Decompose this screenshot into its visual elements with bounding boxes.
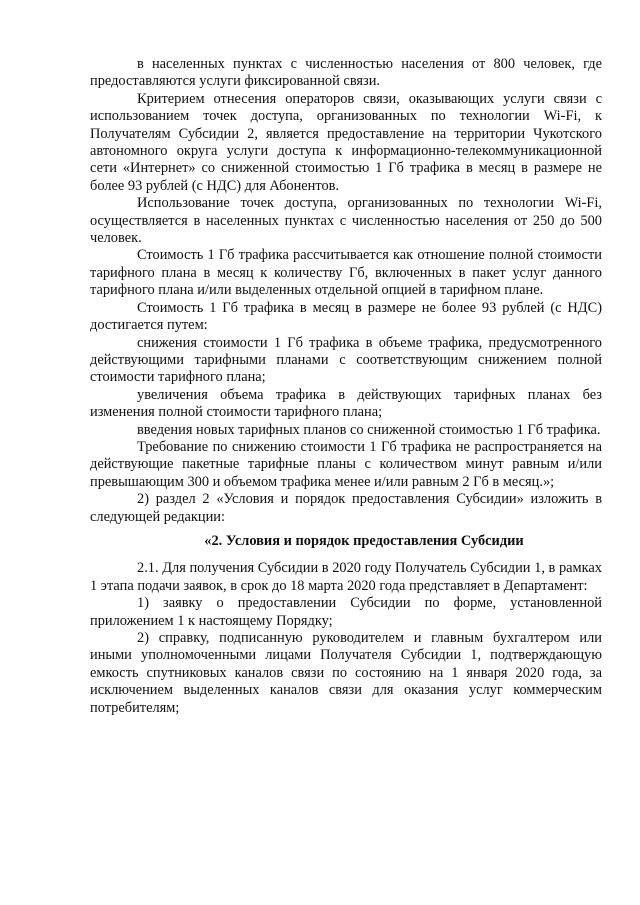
list-paragraph: 2) справку, подписанную руководителем и главным бухгалтером или иными уполномоченными лицами Получателя Субсидии 1, подтверждающую емкость спутниковых каналов связи по состоянию на 1 января 2020 года, за исключением выделенных каналов связи для оказания услуг коммерческим потребителям;	[90, 630, 602, 716]
list-paragraph: введения новых тарифных планов со сниженной стоимостью 1 Гб трафика.	[137, 421, 601, 438]
list-paragraph: 1) заявку о предоставлении Субсидии по форме, установленной приложением 1 к настоящему Порядку;	[90, 595, 602, 629]
paragraph: Использование точек доступа, организованных по технологии Wi-Fi, осуществляется в населенных пунктах с численностью населения от 250 до 500 человек.	[90, 195, 602, 247]
paragraph: Критерием отнесения операторов связи, оказывающих услуги связи с использованием точек доступа, организованных по технологии Wi-Fi, к Получателям Субсидии 2, является предоставление на территории Чукотского автономного округа услуги доступа к информационно-телекоммуникационной сети «Интернет» со сниженной стоимостью 1 Гб трафика в месяц в размере не более 93 рублей (с НДС) для Абонентов.	[90, 90, 602, 194]
paragraph: 2) раздел 2 «Условия и порядок предоставления Субсидии» изложить в следующей редакции:	[90, 491, 602, 525]
paragraph: Стоимость 1 Гб трафика рассчитывается как отношение полной стоимости тарифного плана в месяц к количеству Гб, включенных в пакет услуг данного тарифного плана и/или выделенных отдельной опцией в тарифном плане.	[90, 247, 602, 299]
section-heading: «2. Условия и порядок предоставления Субсидии	[204, 532, 524, 549]
paragraph: 2.1. Для получения Субсидии в 2020 году Получатель Субсидии 1, в рамках 1 этапа подачи заявок, в срок до 18 марта 2020 года представляет в Департамент:	[90, 560, 602, 594]
paragraph: Требование по снижению стоимости 1 Гб трафика не распространяется на действующие пакетные тарифные планы с количеством минут равным и/или превышающим 300 и объемом трафика менее и/или равным 2 Гб в месяц.»;	[90, 438, 602, 490]
paragraph: в населенных пунктах с численностью населения от 800 человек, где предоставляются услуги фиксированной связи.	[90, 56, 602, 90]
document-page	[90, 56, 602, 717]
paragraph: Стоимость 1 Гб трафика в месяц в размере не более 93 рублей (с НДС) достигается путем:	[90, 299, 602, 334]
list-paragraph: увеличения объема трафика в действующих тарифных планах без изменения полной стоимости тарифного плана;	[90, 386, 602, 421]
list-paragraph: снижения стоимости 1 Гб трафика в объеме трафика, предусмотренного действующими тарифными планами с соответствующим снижением полной стоимости тарифного плана;	[90, 334, 602, 386]
